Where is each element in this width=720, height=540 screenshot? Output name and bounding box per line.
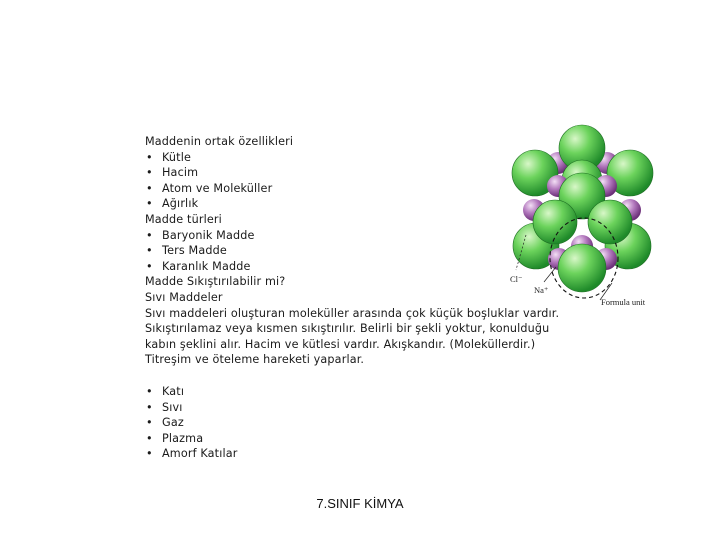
bullet-item: • Katı bbox=[145, 384, 565, 400]
na-label: Na⁺ bbox=[534, 285, 549, 295]
slide-footer: 7.SINIF KİMYA bbox=[316, 496, 404, 511]
bullet-item: • Atom ve Moleküller bbox=[145, 181, 565, 197]
bullet-item: • Plazma bbox=[145, 431, 565, 447]
bullet-item: • Ters Madde bbox=[145, 243, 565, 259]
common-props-heading: Maddenin ortak özellikleri bbox=[145, 135, 294, 148]
cl-label: Cl⁻ bbox=[510, 274, 523, 284]
spacer bbox=[145, 368, 565, 384]
formula-unit-label: Formula unit bbox=[601, 297, 646, 307]
nacl-crystal-figure bbox=[500, 118, 665, 318]
bullet-item: • Sıvı bbox=[145, 400, 565, 416]
bullet-item: • Kütle bbox=[145, 150, 565, 166]
liquids-heading: Sıvı Maddeler bbox=[145, 290, 223, 304]
chloride-ion-bottom bbox=[558, 244, 606, 292]
types-heading: Madde türleri bbox=[145, 212, 222, 226]
liquids-paragraph: Sıvı maddeleri oluşturan moleküller arasında çok küçük boşluklar vardır. Sıkıştırılamaz veya kısmen sıkıştırılır. Belirli bir şekli yoktur, konulduğu kabın şeklini alır. Hacim ve kütlesi vardır. Akışkandır. (Moleküllerdir.) Titreşim ve öteleme hareketi yaparlar. bbox=[145, 306, 560, 367]
na-pointer-line bbox=[544, 267, 556, 282]
bullet-item: • Karanlık Madde bbox=[145, 259, 565, 275]
bullet-item: • Gaz bbox=[145, 415, 565, 431]
bullet-item: • Baryonik Madde bbox=[145, 228, 565, 244]
bullet-item: • Hacim bbox=[145, 165, 565, 181]
compress-question: Madde Sıkıştırılabilir mi? bbox=[145, 275, 286, 289]
bullet-item: • Ağırlık bbox=[145, 196, 565, 212]
bullet-item: • Amorf Katılar bbox=[145, 446, 565, 462]
